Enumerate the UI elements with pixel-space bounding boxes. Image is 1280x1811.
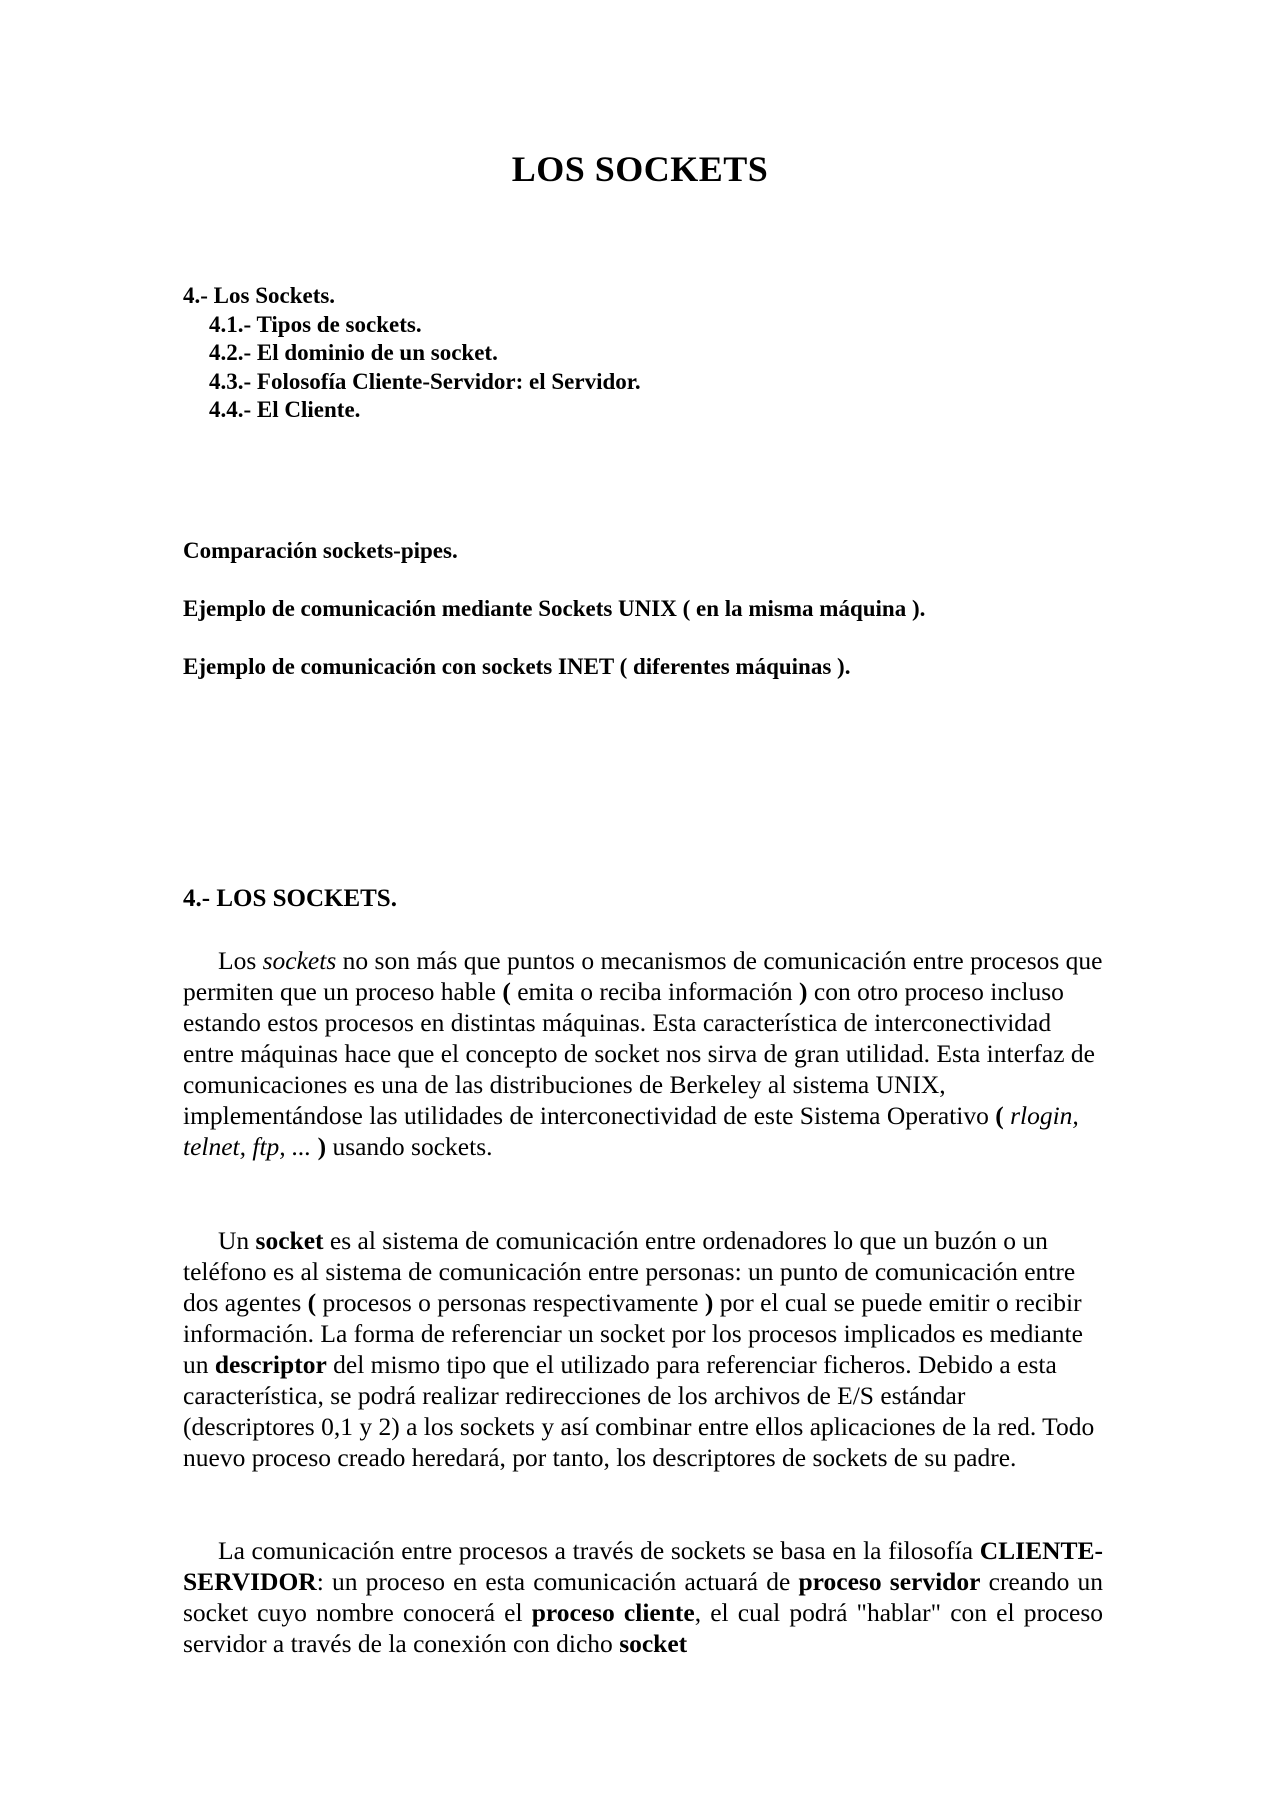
bold-text: ) (317, 1132, 327, 1161)
text: con otro proceso incluso estando estos procesos en distintas máquinas. Esta característica de interconectividad entre máquinas hace que el concepto de socket nos sirva de gran utilidad. Esta interfaz de comunicaciones es una de las distribuciones de Berkeley al sistema UNIX, implementándose las utilidades de interconectividad de este Sistema Operativo (183, 977, 1095, 1130)
document-title: LOS SOCKETS (511, 149, 769, 189)
text: es al sistema de comunicación entre ordenadores lo que un buzón o un teléfono es al sistema de comunicación entre personas: un punto de comunicación entre dos agentes (183, 1226, 1076, 1317)
bold-text: ( (995, 1101, 1004, 1130)
bold-text: ( (307, 1288, 317, 1317)
bold-text: socket (619, 1629, 688, 1658)
emphasis: sockets (262, 946, 337, 975)
bold-text: ( (502, 977, 511, 1006)
text: La comunicación entre procesos a través de sockets se basa en la filosofía (218, 1536, 980, 1565)
bold-text: CLIENTE-SERVIDOR (183, 1536, 1103, 1596)
bold-text: socket (255, 1226, 324, 1255)
toc-item-4[interactable]: 4.- Los Sockets. (183, 283, 336, 308)
section-heading: 4.- LOS SOCKETS. (183, 885, 397, 912)
text: , el cual podrá "hablar" con el proceso servidor a través de la conexión con dicho (183, 1598, 1103, 1658)
text: procesos o personas respectivamente (316, 1288, 705, 1317)
link-comparacion[interactable]: Comparación sockets-pipes. (183, 538, 458, 563)
text: no son más que puntos o mecanismos de comunicación entre procesos que permiten que un proceso hable (183, 946, 1103, 1006)
paragraph-1 (183, 945, 1103, 1162)
toc-item-4-1[interactable]: 4.1.- Tipos de sockets. (209, 311, 422, 337)
bold-text: proceso servidor (798, 1567, 981, 1596)
paragraph-3 (183, 1535, 1103, 1659)
bold-text: ) (704, 1288, 714, 1317)
table-of-contents (183, 282, 641, 425)
toc-item-4-2[interactable]: 4.2.- El dominio de un socket. (209, 340, 498, 365)
paragraph-2 (183, 1225, 1103, 1473)
text: usando sockets. (326, 1132, 493, 1161)
bold-text: ) (799, 977, 808, 1006)
link-ejemplo-unix[interactable]: Ejemplo de comunicación mediante Sockets UNIX ( en la misma máquina ). (183, 596, 926, 621)
bold-text: descriptor (214, 1350, 327, 1379)
text: creando un socket cuyo nombre conocerá el (183, 1567, 1104, 1627)
toc-item-4-4[interactable]: 4.4.- El Cliente. (209, 397, 361, 422)
text: por el cual se puede emitir o recibir información. La forma de referenciar un socket por los procesos implicados es mediante un (183, 1288, 1083, 1379)
link-ejemplo-inet[interactable]: Ejemplo de comunicación con sockets INET ( diferentes máquinas ). (183, 654, 851, 679)
text: del mismo tipo que el utilizado para referenciar ficheros. Debido a esta característica, se podrá realizar redirecciones de los archivos de E/S estándar (descriptores 0,1 y 2) a los sockets y así combinar entre ellos aplicaciones de la red. Todo nuevo proceso creado heredará, por tanto, los descriptores de sockets de su padre. (183, 1350, 1095, 1472)
bold-text: proceso cliente (531, 1598, 695, 1627)
text: emita o reciba información (510, 977, 800, 1006)
text: : un proceso en esta comunicación actuará de (316, 1567, 799, 1596)
toc-item-4-3[interactable]: 4.3.- Folosofía Cliente-Servidor: el Servidor. (209, 368, 641, 394)
text: Un (218, 1226, 256, 1255)
text: Los (218, 946, 263, 975)
emphasis: rlogin, telnet, ftp, ... (183, 1101, 1079, 1161)
